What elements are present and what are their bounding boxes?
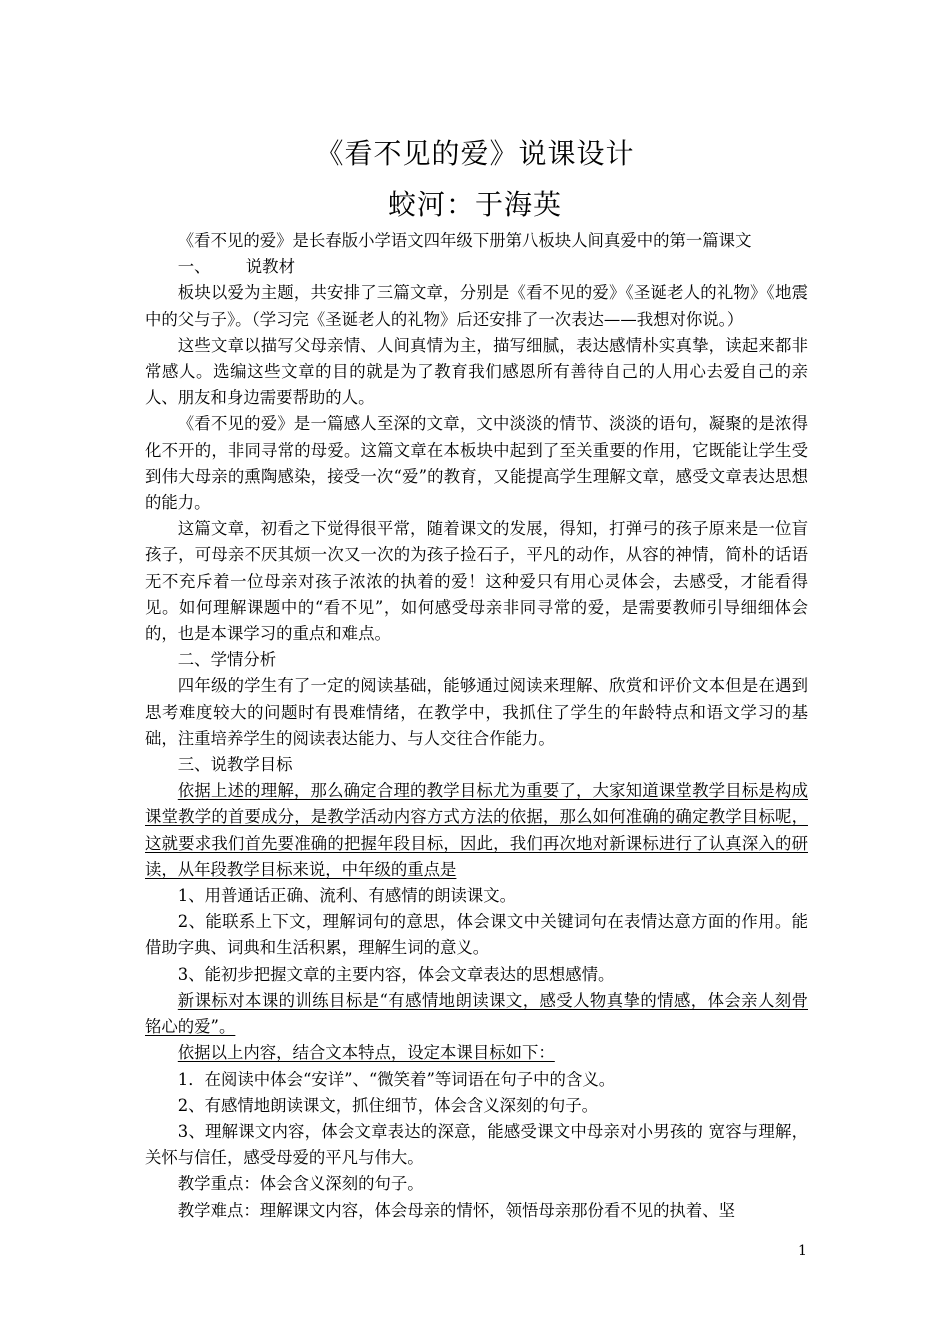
document-body bbox=[145, 228, 808, 1224]
paragraph: 《看不见的爱》是一篇感人至深的文章，文中淡淡的情节、淡淡的语句，凝聚的是浓得化不开的，非同寻常的母爱。这篇文章在本板块中起到了至关重要的作用，它既能让学生受到伟大母亲的熏陶感染，接受一次“爱”的教育，又能提高学生理解文章，感受文章表达思想的能力。 bbox=[145, 414, 808, 513]
underlined-paragraph bbox=[145, 778, 808, 883]
lesson-objective-1: 1．在阅读中体会“安详”、“微笑着”等词语在句子中的含义。 bbox=[177, 1069, 616, 1089]
difficult-point: 教学难点：理解课文内容，体会母亲的情怀，领悟母亲那份看不见的执着、坚 bbox=[177, 1200, 736, 1220]
underlined-paragraph bbox=[145, 1040, 808, 1066]
section-title: 说教材 bbox=[245, 257, 295, 277]
paragraph: 这篇文章，初看之下觉得很平常，随着课文的发展，得知，打弹弓的孩子原来是一位盲孩子，可母亲不厌其烦一次又一次的为孩子捡石子，平凡的动作，从容的神情，简朴的话语无不充斥着一位母亲对孩子浓浓的执着的爱！这种爱只有用心灵体会，去感受，才能看得见。如何理解课题中的“看不见”，如何感受母亲非同寻常的爱，是需要教师引导细细体会的，也是本课学习的重点和难点。 bbox=[145, 519, 808, 644]
paragraph: 四年级的学生有了一定的阅读基础，能够通过阅读来理解、欣赏和评价文本但是在遇到思考难度较大的问题时有畏难情绪，在教学中，我抓住了学生的年龄特点和语文学习的基础，注重培养学生的阅读表达能力、与人交往合作能力。 bbox=[145, 676, 808, 748]
lesson-objective-3: 3、理解课文内容，体会文章表达的深意，能感受课文中母亲对小男孩的 宽容与理解，关怀与信任，感受母爱的平凡与伟大。 bbox=[145, 1121, 808, 1168]
page-number: 1 bbox=[798, 1243, 807, 1259]
underlined-text: 新课标对本课的训练目标是“有感情地朗读课文，感受人物真挚的情感，体会亲人刻骨铭心的爱”。 bbox=[145, 990, 808, 1037]
paragraph: 这些文章以描写父母亲情、人间真情为主，描写细腻，表达感情朴实真挚，读起来都非常感人。选编这些文章的目的就是为了教育我们感恩所有善待自己的人用心去爱自己的亲人、朋友和身边需要帮助的人。 bbox=[145, 335, 808, 408]
underlined-text: 依据以上内容，结合文本特点，设定本课目标如下： bbox=[177, 1043, 555, 1063]
lesson-objective-2: 2、有感情地朗读课文，抓住细节，体会含义深刻的句子。 bbox=[177, 1095, 598, 1115]
grade-goal-2: 2、能联系上下文，理解词句的意思，体会课文中关键词句在表情达意方面的作用。能借助字典、词典和生活积累，理解生词的意义。 bbox=[145, 912, 808, 958]
section-heading-3: 三、说教学目标 bbox=[177, 755, 293, 775]
section-number: 一、 bbox=[177, 257, 211, 277]
section-heading-1 bbox=[145, 254, 808, 280]
grade-goal-3: 3、能初步把握文章的主要内容，体会文章表达的思想感情。 bbox=[177, 964, 615, 984]
paragraph: 板块以爱为主题，共安排了三篇文章，分别是《看不见的爱》《圣诞老人的礼物》《地震中的父与子》。（学习完《圣诞老人的礼物》后还安排了一次表达——我想对你说。） bbox=[145, 283, 808, 329]
underlined-paragraph bbox=[145, 988, 808, 1040]
document-title: 《看不见的爱》说课设计 bbox=[315, 137, 635, 170]
grade-goal-1: 1、用普通话正确、流利、有感情的朗读课文。 bbox=[177, 886, 517, 906]
key-point: 教学重点：体会含义深刻的句子。 bbox=[177, 1174, 424, 1194]
intro-paragraph: 《看不见的爱》是长春版小学语文四年级下册第八板块人间真爱中的第一篇课文 bbox=[177, 231, 752, 250]
document-author: 蛟河：于海英 bbox=[387, 188, 562, 221]
section-heading-2: 二、学情分析 bbox=[177, 650, 277, 670]
underlined-text: 依据上述的理解，那么确定合理的教学目标尤为重要了，大家知道课堂教学目标是构成课堂教学的首要成分，是教学活动内容方式方法的依据，那么如何准确的确定教学目标呢，这就要求我们首先要准确的把握年段目标，因此，我们再次地对新课标进行了认真深入的研读，从年段教学目标来说，中年级的重点是 bbox=[145, 781, 808, 879]
